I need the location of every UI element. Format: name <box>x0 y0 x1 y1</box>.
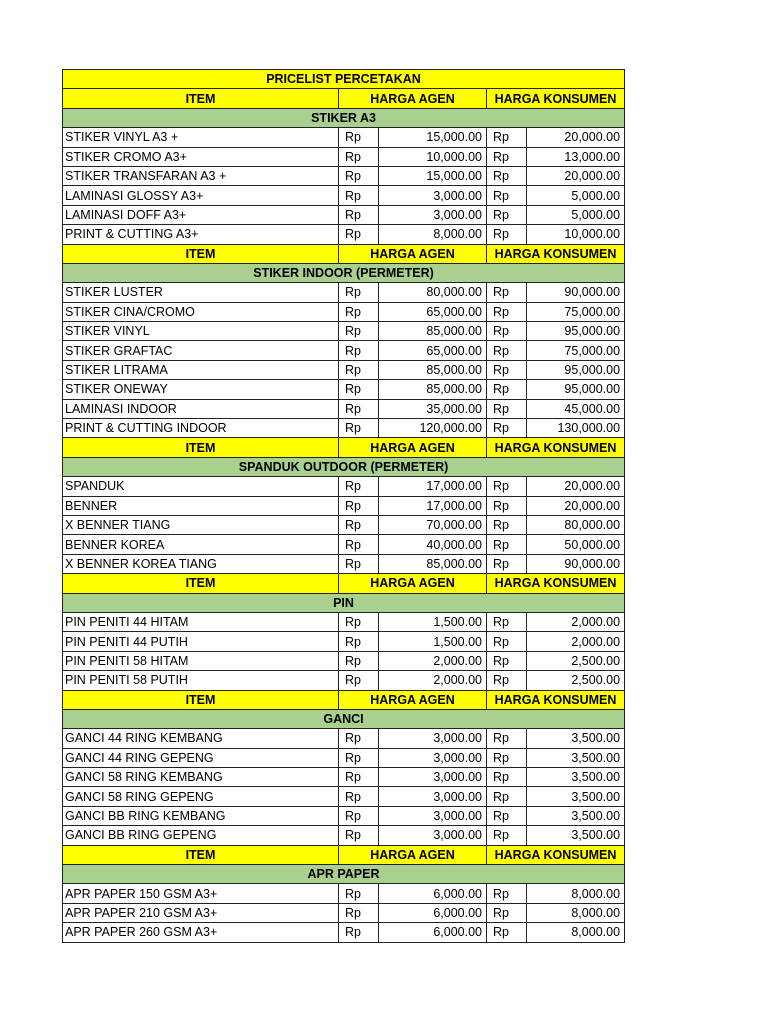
agen-currency-cell: Rp <box>339 380 379 399</box>
harga-agen-cell: 1,500.00 <box>379 612 487 631</box>
column-header-harga-konsumen: HARGA KONSUMEN <box>487 574 625 593</box>
table-row <box>63 651 625 670</box>
agen-currency-cell: Rp <box>339 496 379 515</box>
harga-agen-cell: 15,000.00 <box>379 128 487 147</box>
column-header-harga-konsumen: HARGA KONSUMEN <box>487 244 625 263</box>
harga-konsumen-cell: 8,000.00 <box>527 903 625 922</box>
column-header-harga-agen: HARGA AGEN <box>339 438 487 457</box>
harga-agen-cell: 65,000.00 <box>379 302 487 321</box>
agen-currency-cell: Rp <box>339 186 379 205</box>
pricelist-table <box>62 69 625 943</box>
table-row <box>63 671 625 690</box>
table-row <box>63 166 625 185</box>
table-row <box>63 186 625 205</box>
harga-konsumen-cell: 2,500.00 <box>527 651 625 670</box>
column-header-harga-agen: HARGA AGEN <box>339 574 487 593</box>
agen-currency-cell: Rp <box>339 612 379 631</box>
konsumen-currency-cell: Rp <box>487 399 527 418</box>
konsumen-currency-cell: Rp <box>487 128 527 147</box>
pricelist-title: PRICELIST PERCETAKAN <box>63 70 625 89</box>
table-row <box>63 923 625 942</box>
item-name-cell: BENNER <box>63 496 339 515</box>
table-row <box>63 748 625 767</box>
item-name-cell: PIN PENITI 58 HITAM <box>63 651 339 670</box>
section-title: STIKER INDOOR (PERMETER) <box>63 263 625 282</box>
harga-agen-cell: 2,000.00 <box>379 651 487 670</box>
section-header-row <box>63 457 625 476</box>
harga-konsumen-cell: 2,500.00 <box>527 671 625 690</box>
table-row <box>63 554 625 573</box>
table-row <box>63 341 625 360</box>
item-name-cell: X BENNER TIANG <box>63 515 339 534</box>
konsumen-currency-cell: Rp <box>487 787 527 806</box>
item-name-cell: LAMINASI GLOSSY A3+ <box>63 186 339 205</box>
agen-currency-cell: Rp <box>339 923 379 942</box>
agen-currency-cell: Rp <box>339 787 379 806</box>
harga-konsumen-cell: 95,000.00 <box>527 380 625 399</box>
item-name-cell: PRINT & CUTTING A3+ <box>63 225 339 244</box>
harga-agen-cell: 70,000.00 <box>379 515 487 534</box>
harga-agen-cell: 85,000.00 <box>379 380 487 399</box>
harga-konsumen-cell: 90,000.00 <box>527 554 625 573</box>
item-name-cell: STIKER LITRAMA <box>63 360 339 379</box>
item-name-cell: PIN PENITI 58 PUTIH <box>63 671 339 690</box>
column-header-harga-konsumen: HARGA KONSUMEN <box>487 845 625 864</box>
section-header-row <box>63 263 625 282</box>
item-name-cell: STIKER VINYL <box>63 322 339 341</box>
agen-currency-cell: Rp <box>339 651 379 670</box>
table-row <box>63 632 625 651</box>
section-title: APR PAPER <box>63 865 625 884</box>
agen-currency-cell: Rp <box>339 283 379 302</box>
table-row <box>63 826 625 845</box>
agen-currency-cell: Rp <box>339 806 379 825</box>
konsumen-currency-cell: Rp <box>487 651 527 670</box>
konsumen-currency-cell: Rp <box>487 341 527 360</box>
konsumen-currency-cell: Rp <box>487 806 527 825</box>
harga-konsumen-cell: 80,000.00 <box>527 515 625 534</box>
column-header-item: ITEM <box>63 574 339 593</box>
konsumen-currency-cell: Rp <box>487 612 527 631</box>
agen-currency-cell: Rp <box>339 535 379 554</box>
column-header-harga-konsumen: HARGA KONSUMEN <box>487 89 625 108</box>
harga-konsumen-cell: 45,000.00 <box>527 399 625 418</box>
konsumen-currency-cell: Rp <box>487 748 527 767</box>
harga-konsumen-cell: 20,000.00 <box>527 128 625 147</box>
item-name-cell: LAMINASI DOFF A3+ <box>63 205 339 224</box>
item-name-cell: APR PAPER 210 GSM A3+ <box>63 903 339 922</box>
column-header-item: ITEM <box>63 438 339 457</box>
konsumen-currency-cell: Rp <box>487 515 527 534</box>
item-name-cell: STIKER ONEWAY <box>63 380 339 399</box>
harga-agen-cell: 3,000.00 <box>379 768 487 787</box>
harga-konsumen-cell: 10,000.00 <box>527 225 625 244</box>
table-row <box>63 768 625 787</box>
item-name-cell: GANCI 44 RING KEMBANG <box>63 729 339 748</box>
section-header-row <box>63 865 625 884</box>
agen-currency-cell: Rp <box>339 671 379 690</box>
item-name-cell: GANCI BB RING GEPENG <box>63 826 339 845</box>
column-header-item: ITEM <box>63 690 339 709</box>
item-name-cell: PRINT & CUTTING INDOOR <box>63 419 339 438</box>
konsumen-currency-cell: Rp <box>487 147 527 166</box>
item-name-cell: PIN PENITI 44 PUTIH <box>63 632 339 651</box>
table-row <box>63 884 625 903</box>
agen-currency-cell: Rp <box>339 225 379 244</box>
table-row <box>63 729 625 748</box>
agen-currency-cell: Rp <box>339 302 379 321</box>
harga-konsumen-cell: 2,000.00 <box>527 632 625 651</box>
harga-agen-cell: 3,000.00 <box>379 748 487 767</box>
harga-agen-cell: 6,000.00 <box>379 884 487 903</box>
harga-konsumen-cell: 8,000.00 <box>527 884 625 903</box>
table-row <box>63 535 625 554</box>
konsumen-currency-cell: Rp <box>487 186 527 205</box>
table-row <box>63 787 625 806</box>
agen-currency-cell: Rp <box>339 884 379 903</box>
table-row <box>63 612 625 631</box>
harga-konsumen-cell: 3,500.00 <box>527 768 625 787</box>
table-row <box>63 360 625 379</box>
harga-agen-cell: 6,000.00 <box>379 923 487 942</box>
harga-agen-cell: 85,000.00 <box>379 322 487 341</box>
column-header-row <box>63 574 625 593</box>
pricelist-body <box>63 70 625 943</box>
agen-currency-cell: Rp <box>339 360 379 379</box>
konsumen-currency-cell: Rp <box>487 380 527 399</box>
agen-currency-cell: Rp <box>339 768 379 787</box>
konsumen-currency-cell: Rp <box>487 225 527 244</box>
harga-agen-cell: 3,000.00 <box>379 806 487 825</box>
konsumen-currency-cell: Rp <box>487 768 527 787</box>
table-row <box>63 128 625 147</box>
item-name-cell: PIN PENITI 44 HITAM <box>63 612 339 631</box>
konsumen-currency-cell: Rp <box>487 419 527 438</box>
harga-konsumen-cell: 2,000.00 <box>527 612 625 631</box>
item-name-cell: GANCI BB RING KEMBANG <box>63 806 339 825</box>
harga-agen-cell: 3,000.00 <box>379 205 487 224</box>
harga-konsumen-cell: 3,500.00 <box>527 748 625 767</box>
table-row <box>63 380 625 399</box>
table-row <box>63 147 625 166</box>
harga-agen-cell: 65,000.00 <box>379 341 487 360</box>
konsumen-currency-cell: Rp <box>487 283 527 302</box>
agen-currency-cell: Rp <box>339 477 379 496</box>
konsumen-currency-cell: Rp <box>487 535 527 554</box>
item-name-cell: STIKER CROMO A3+ <box>63 147 339 166</box>
konsumen-currency-cell: Rp <box>487 166 527 185</box>
harga-agen-cell: 3,000.00 <box>379 826 487 845</box>
column-header-harga-konsumen: HARGA KONSUMEN <box>487 690 625 709</box>
konsumen-currency-cell: Rp <box>487 632 527 651</box>
column-header-row <box>63 690 625 709</box>
agen-currency-cell: Rp <box>339 147 379 166</box>
section-title: STIKER A3 <box>63 108 625 127</box>
column-header-row <box>63 89 625 108</box>
harga-konsumen-cell: 20,000.00 <box>527 166 625 185</box>
harga-agen-cell: 85,000.00 <box>379 554 487 573</box>
harga-agen-cell: 8,000.00 <box>379 225 487 244</box>
table-row <box>63 225 625 244</box>
table-row <box>63 205 625 224</box>
agen-currency-cell: Rp <box>339 632 379 651</box>
harga-agen-cell: 3,000.00 <box>379 729 487 748</box>
item-name-cell: APR PAPER 260 GSM A3+ <box>63 923 339 942</box>
table-row <box>63 515 625 534</box>
konsumen-currency-cell: Rp <box>487 302 527 321</box>
section-header-row <box>63 709 625 728</box>
harga-agen-cell: 17,000.00 <box>379 496 487 515</box>
table-row <box>63 806 625 825</box>
konsumen-currency-cell: Rp <box>487 826 527 845</box>
section-title: GANCI <box>63 709 625 728</box>
konsumen-currency-cell: Rp <box>487 884 527 903</box>
harga-konsumen-cell: 5,000.00 <box>527 205 625 224</box>
agen-currency-cell: Rp <box>339 826 379 845</box>
harga-konsumen-cell: 13,000.00 <box>527 147 625 166</box>
column-header-item: ITEM <box>63 845 339 864</box>
item-name-cell: STIKER TRANSFARAN A3 + <box>63 166 339 185</box>
harga-agen-cell: 15,000.00 <box>379 166 487 185</box>
harga-konsumen-cell: 3,500.00 <box>527 787 625 806</box>
harga-konsumen-cell: 75,000.00 <box>527 341 625 360</box>
column-header-item: ITEM <box>63 244 339 263</box>
agen-currency-cell: Rp <box>339 205 379 224</box>
column-header-row <box>63 244 625 263</box>
column-header-harga-konsumen: HARGA KONSUMEN <box>487 438 625 457</box>
item-name-cell: LAMINASI INDOOR <box>63 399 339 418</box>
section-title: SPANDUK OUTDOOR (PERMETER) <box>63 457 625 476</box>
title-row <box>63 70 625 89</box>
harga-agen-cell: 120,000.00 <box>379 419 487 438</box>
table-row <box>63 283 625 302</box>
harga-agen-cell: 3,000.00 <box>379 787 487 806</box>
harga-agen-cell: 85,000.00 <box>379 360 487 379</box>
agen-currency-cell: Rp <box>339 166 379 185</box>
harga-konsumen-cell: 3,500.00 <box>527 806 625 825</box>
harga-konsumen-cell: 130,000.00 <box>527 419 625 438</box>
harga-agen-cell: 17,000.00 <box>379 477 487 496</box>
harga-agen-cell: 1,500.00 <box>379 632 487 651</box>
column-header-harga-agen: HARGA AGEN <box>339 690 487 709</box>
item-name-cell: APR PAPER 150 GSM A3+ <box>63 884 339 903</box>
konsumen-currency-cell: Rp <box>487 923 527 942</box>
item-name-cell: STIKER CINA/CROMO <box>63 302 339 321</box>
table-row <box>63 302 625 321</box>
harga-konsumen-cell: 50,000.00 <box>527 535 625 554</box>
item-name-cell: STIKER VINYL A3 + <box>63 128 339 147</box>
column-header-row <box>63 845 625 864</box>
table-row <box>63 496 625 515</box>
konsumen-currency-cell: Rp <box>487 360 527 379</box>
konsumen-currency-cell: Rp <box>487 729 527 748</box>
item-name-cell: SPANDUK <box>63 477 339 496</box>
agen-currency-cell: Rp <box>339 748 379 767</box>
section-title: PIN <box>63 593 625 612</box>
harga-konsumen-cell: 8,000.00 <box>527 923 625 942</box>
agen-currency-cell: Rp <box>339 341 379 360</box>
harga-agen-cell: 40,000.00 <box>379 535 487 554</box>
item-name-cell: BENNER KOREA <box>63 535 339 554</box>
section-header-row <box>63 108 625 127</box>
column-header-harga-agen: HARGA AGEN <box>339 845 487 864</box>
agen-currency-cell: Rp <box>339 322 379 341</box>
harga-agen-cell: 2,000.00 <box>379 671 487 690</box>
column-header-harga-agen: HARGA AGEN <box>339 244 487 263</box>
item-name-cell: X BENNER KOREA TIANG <box>63 554 339 573</box>
table-row <box>63 903 625 922</box>
table-row <box>63 322 625 341</box>
harga-konsumen-cell: 3,500.00 <box>527 729 625 748</box>
konsumen-currency-cell: Rp <box>487 477 527 496</box>
harga-agen-cell: 3,000.00 <box>379 186 487 205</box>
item-name-cell: STIKER LUSTER <box>63 283 339 302</box>
column-header-item: ITEM <box>63 89 339 108</box>
harga-konsumen-cell: 20,000.00 <box>527 477 625 496</box>
agen-currency-cell: Rp <box>339 128 379 147</box>
agen-currency-cell: Rp <box>339 554 379 573</box>
item-name-cell: GANCI 58 RING KEMBANG <box>63 768 339 787</box>
harga-agen-cell: 80,000.00 <box>379 283 487 302</box>
konsumen-currency-cell: Rp <box>487 496 527 515</box>
table-row <box>63 399 625 418</box>
agen-currency-cell: Rp <box>339 515 379 534</box>
harga-konsumen-cell: 3,500.00 <box>527 826 625 845</box>
agen-currency-cell: Rp <box>339 419 379 438</box>
harga-konsumen-cell: 75,000.00 <box>527 302 625 321</box>
item-name-cell: GANCI 44 RING GEPENG <box>63 748 339 767</box>
harga-agen-cell: 10,000.00 <box>379 147 487 166</box>
harga-konsumen-cell: 90,000.00 <box>527 283 625 302</box>
konsumen-currency-cell: Rp <box>487 205 527 224</box>
agen-currency-cell: Rp <box>339 399 379 418</box>
section-header-row <box>63 593 625 612</box>
agen-currency-cell: Rp <box>339 903 379 922</box>
item-name-cell: GANCI 58 RING GEPENG <box>63 787 339 806</box>
konsumen-currency-cell: Rp <box>487 554 527 573</box>
harga-konsumen-cell: 5,000.00 <box>527 186 625 205</box>
column-header-row <box>63 438 625 457</box>
item-name-cell: STIKER GRAFTAC <box>63 341 339 360</box>
konsumen-currency-cell: Rp <box>487 322 527 341</box>
harga-konsumen-cell: 20,000.00 <box>527 496 625 515</box>
table-row <box>63 477 625 496</box>
harga-konsumen-cell: 95,000.00 <box>527 322 625 341</box>
harga-agen-cell: 6,000.00 <box>379 903 487 922</box>
column-header-harga-agen: HARGA AGEN <box>339 89 487 108</box>
konsumen-currency-cell: Rp <box>487 903 527 922</box>
table-row <box>63 419 625 438</box>
harga-konsumen-cell: 95,000.00 <box>527 360 625 379</box>
konsumen-currency-cell: Rp <box>487 671 527 690</box>
harga-agen-cell: 35,000.00 <box>379 399 487 418</box>
agen-currency-cell: Rp <box>339 729 379 748</box>
